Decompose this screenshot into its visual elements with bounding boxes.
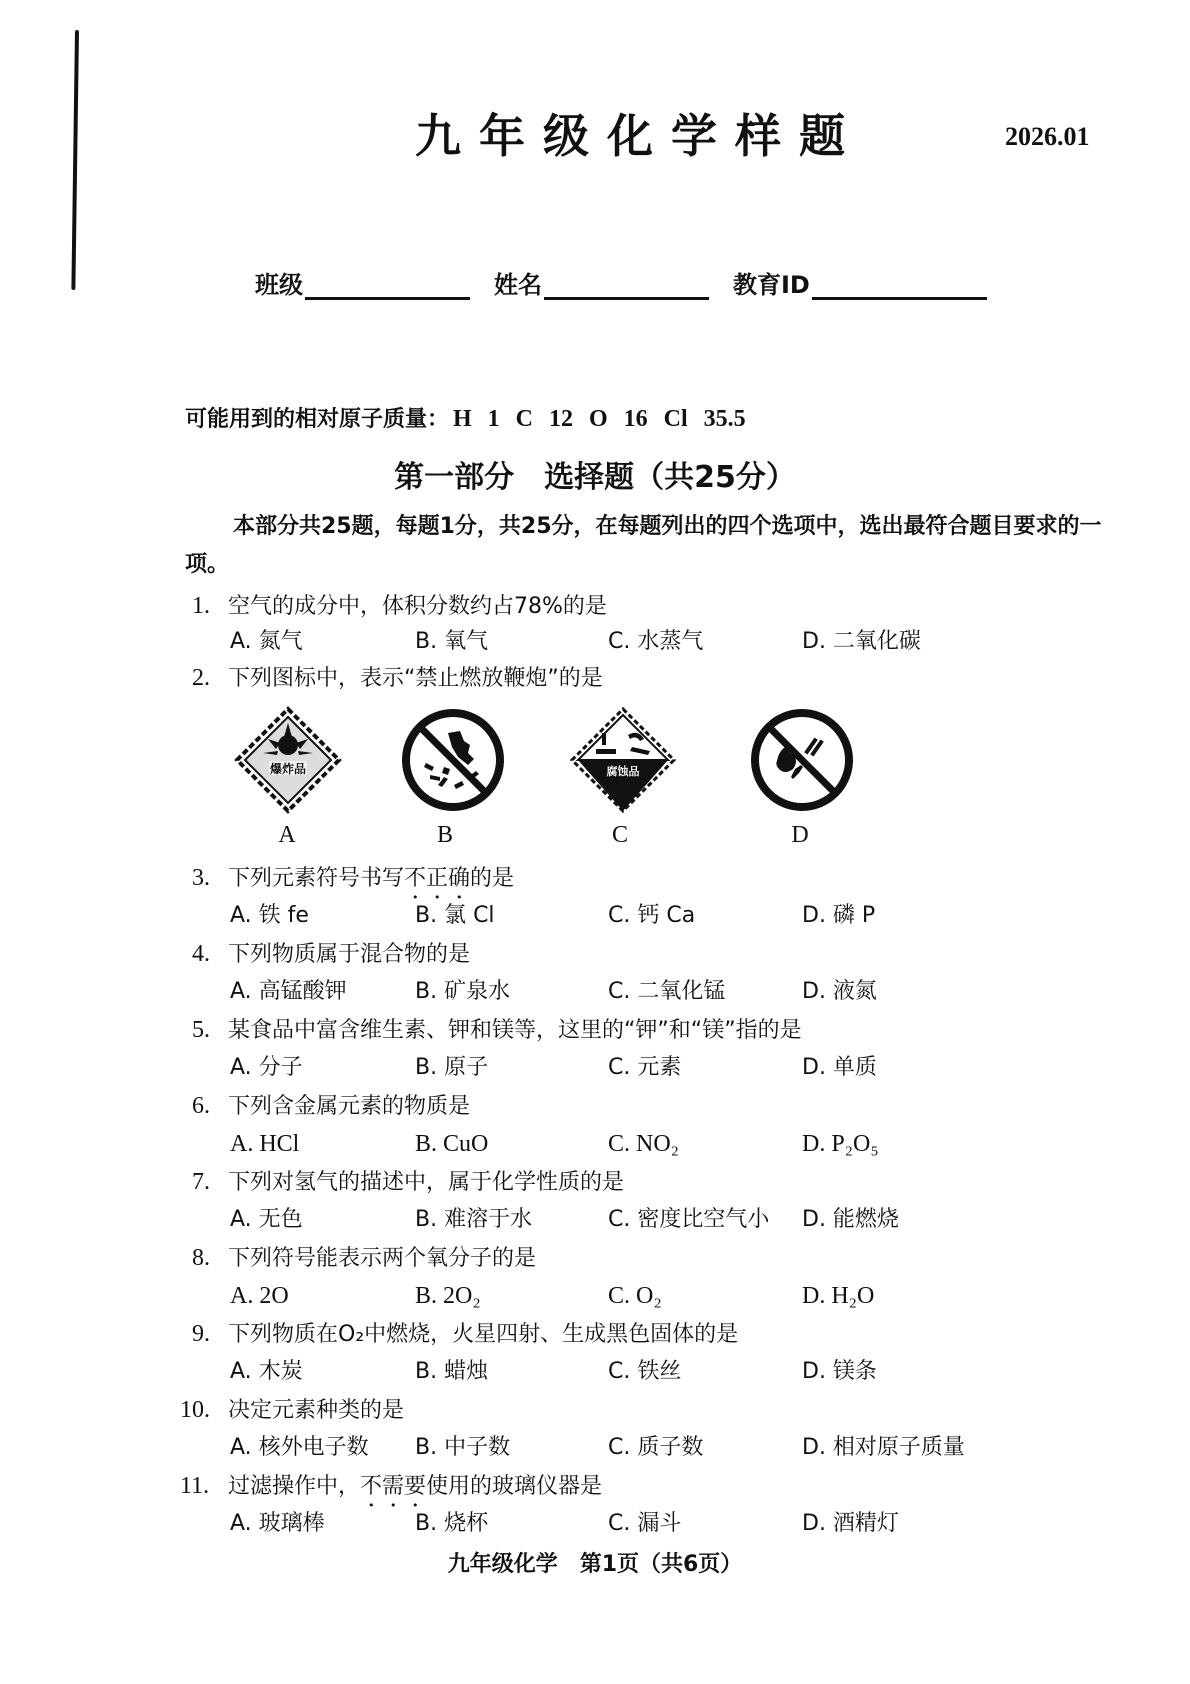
question-4: 4. 下列物质属于混合物的是 — [192, 941, 471, 967]
exam-title: 九年级化学样题 — [415, 109, 863, 163]
no-open-flame-icon[interactable] — [747, 705, 857, 815]
question-stem: 下列物质在O₂中燃烧，火星四射、生成黑色固体的是 — [228, 1322, 739, 1347]
option-a[interactable]: A. 无色 — [230, 1207, 303, 1232]
question-4-options — [230, 976, 1090, 1008]
question-stem: 空气的成分中，体积分数约占78%的是 — [228, 594, 607, 619]
question-stem: 下列图标中，表示“禁止燃放鞭炮”的是 — [228, 666, 603, 691]
question-stem: 下列含金属元素的物质是 — [228, 1094, 471, 1119]
option-d[interactable]: D. 单质 — [802, 1055, 877, 1080]
edu-id-label: 教育ID — [733, 271, 810, 299]
student-info-row — [255, 265, 1011, 300]
explosive-hazard-icon[interactable] — [233, 705, 343, 815]
option-a[interactable]: A. HCl — [230, 1131, 300, 1157]
part1-title: 第一部分 选择题（共25分） — [394, 460, 796, 495]
option-d[interactable]: D. 相对原子质量 — [802, 1435, 965, 1460]
question-7-options — [230, 1204, 1090, 1236]
option-d[interactable]: D. 镁条 — [802, 1359, 877, 1384]
class-label: 班级 — [255, 271, 303, 299]
option-b[interactable]: B. 蜡烛 — [415, 1359, 489, 1384]
question-6: 6. 下列含金属元素的物质是 — [192, 1093, 471, 1119]
question-5: 5. 某食品中富含维生素、钾和镁等，这里的“钾”和“镁”指的是 — [192, 1017, 802, 1043]
question-10-options — [230, 1432, 1090, 1464]
option-b[interactable]: B. 矿泉水 — [415, 979, 511, 1004]
question-stem: 决定元素种类的是 — [228, 1398, 405, 1423]
corrosive-hazard-icon[interactable] — [568, 705, 678, 815]
option-c[interactable]: C. 质子数 — [608, 1435, 704, 1460]
name-label: 姓名 — [494, 271, 542, 299]
question-stem: 某食品中富含维生素、钾和镁等，这里的“钾”和“镁”指的是 — [228, 1018, 802, 1043]
name-field — [494, 265, 709, 300]
option-c[interactable]: C. 钙 Ca — [608, 903, 696, 928]
class-blank[interactable] — [305, 271, 470, 300]
question-9-options — [230, 1356, 1090, 1388]
option-b[interactable]: B. 2O₂ — [415, 1283, 481, 1309]
question-1-options — [230, 626, 1090, 658]
edu-id-blank[interactable] — [812, 271, 987, 300]
svg-text:腐蚀品: 腐蚀品 — [606, 765, 640, 778]
option-b[interactable]: B. 氧气 — [415, 629, 489, 654]
option-d[interactable]: D. 液氮 — [802, 979, 877, 1004]
question-8: 8. 下列符号能表示两个氧分子的是 — [192, 1245, 537, 1271]
binding-margin-line — [71, 30, 79, 290]
option-a[interactable]: A. 分子 — [230, 1055, 303, 1080]
atomic-masses-values: H 1 C 12 O 16 Cl 35.5 — [453, 406, 746, 432]
option-c[interactable]: C. 二氧化锰 — [608, 979, 726, 1004]
image-label-d[interactable]: D — [791, 822, 809, 848]
atomic-masses-label: 可能用到的相对原子质量： — [185, 407, 450, 432]
option-a[interactable]: A. 玻璃棒 — [230, 1511, 325, 1536]
option-b[interactable]: B. 难溶于水 — [415, 1207, 533, 1232]
question-stem: 下列物质属于混合物的是 — [228, 942, 471, 967]
option-c[interactable]: C. 密度比空气小 — [608, 1207, 770, 1232]
no-firecrackers-icon[interactable] — [398, 705, 508, 815]
option-a[interactable]: A. 铁 fe — [230, 903, 309, 928]
image-label-b[interactable]: B — [436, 822, 453, 848]
option-b[interactable]: B. 氯 Cl — [415, 903, 495, 928]
option-c[interactable]: C. NO₂ — [608, 1131, 680, 1157]
question-6-options — [230, 1128, 1090, 1160]
option-a[interactable]: A. 氮气 — [230, 629, 303, 654]
question-5-options — [230, 1052, 1090, 1084]
question-stem: 下列符号能表示两个氧分子的是 — [228, 1246, 537, 1271]
option-b[interactable]: B. 烧杯 — [415, 1511, 489, 1536]
option-d[interactable]: D. H₂O — [802, 1283, 875, 1309]
option-a[interactable]: A. 木炭 — [230, 1359, 303, 1384]
option-d[interactable]: D. 磷 P — [802, 903, 876, 928]
question-8-options — [230, 1280, 1090, 1312]
emphasized-text: 不需要 — [360, 1474, 427, 1499]
option-a[interactable]: A. 2O — [230, 1283, 289, 1309]
svg-text:爆炸品: 爆炸品 — [269, 762, 307, 776]
option-c[interactable]: C. 水蒸气 — [608, 629, 704, 654]
question-11-options — [230, 1508, 1090, 1540]
option-d[interactable]: D. P₂O₅ — [802, 1131, 879, 1157]
question-2: 2. 下列图标中，表示“禁止燃放鞭炮”的是 — [192, 665, 603, 691]
question-9: 9. 下列物质在O₂中燃烧，火星四射、生成黑色固体的是 — [192, 1321, 739, 1347]
question-1: 1. 空气的成分中，体积分数约占78%的是 — [192, 593, 607, 619]
class-field — [255, 265, 470, 300]
option-b[interactable]: B. CuO — [415, 1131, 489, 1157]
option-c[interactable]: C. 漏斗 — [608, 1511, 682, 1536]
option-b[interactable]: B. 原子 — [415, 1055, 489, 1080]
question-7: 7. 下列对氢气的描述中，属于化学性质的是 — [192, 1169, 625, 1195]
option-c[interactable]: C. 元素 — [608, 1055, 682, 1080]
option-d[interactable]: D. 能燃烧 — [802, 1207, 899, 1232]
question-stem: 下列对氢气的描述中，属于化学性质的是 — [228, 1170, 625, 1195]
option-b[interactable]: B. 中子数 — [415, 1435, 511, 1460]
image-label-c[interactable]: C — [611, 822, 628, 848]
option-a[interactable]: A. 核外电子数 — [230, 1435, 369, 1460]
option-c[interactable]: C. O₂ — [608, 1283, 662, 1309]
image-label-a[interactable]: A — [278, 822, 296, 848]
exam-date: 2026.01 — [1005, 122, 1090, 151]
question-3: 3. 下列元素符号书写不正确的是 — [192, 865, 515, 891]
part1-instructions: 本部分共25题，每题1分，共25分，在每题列出的四个选项中，选出最符合题目要求的一项。 — [185, 514, 1102, 577]
option-d[interactable]: D. 酒精灯 — [802, 1511, 899, 1536]
option-d[interactable]: D. 二氧化碳 — [802, 629, 921, 654]
question-10: 10. 决定元素种类的是 — [180, 1397, 405, 1423]
edu-id-field — [733, 265, 987, 300]
atomic-masses — [185, 402, 746, 433]
name-blank[interactable] — [544, 271, 709, 300]
question-11: 11. 过滤操作中，不需要使用的玻璃仪器是 — [180, 1473, 603, 1499]
question-3-options — [230, 900, 1090, 932]
page-footer: 九年级化学 第1页（共6页） — [447, 1552, 743, 1577]
option-c[interactable]: C. 铁丝 — [608, 1359, 682, 1384]
option-a[interactable]: A. 高锰酸钾 — [230, 979, 347, 1004]
emphasized-text: 不正确 — [404, 866, 471, 891]
